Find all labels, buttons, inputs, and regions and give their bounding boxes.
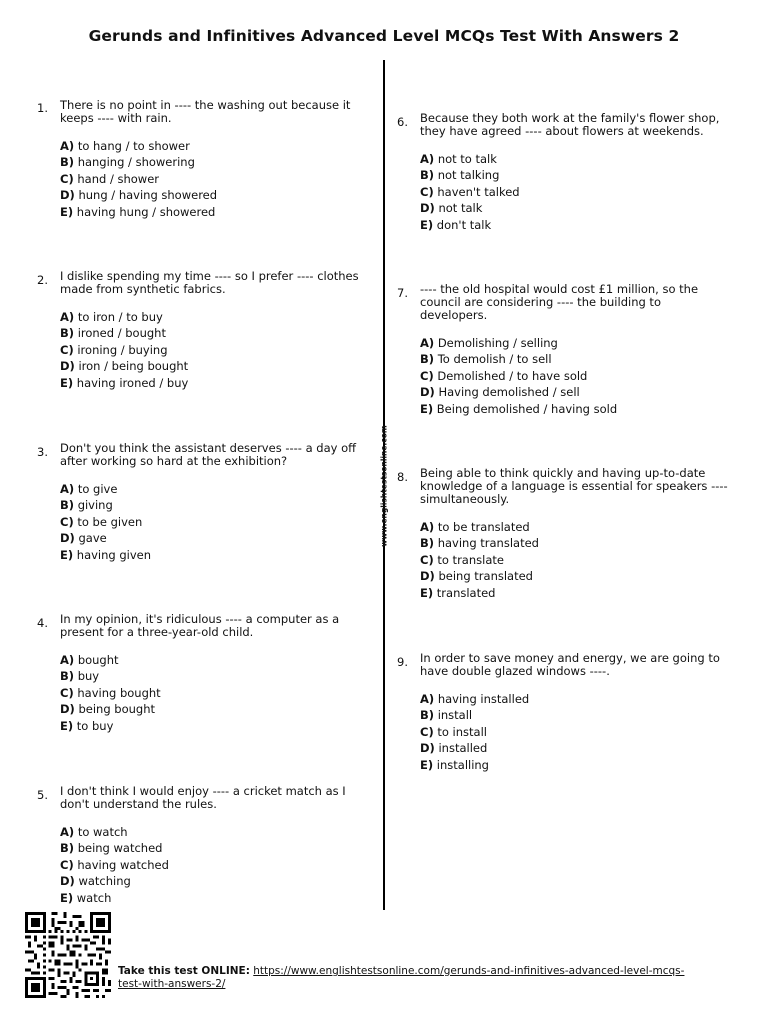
option-b[interactable]: B) ironed / bought — [60, 326, 166, 341]
question-stem: I don't think I would enjoy ---- a cricket match as I don't understand the rules. — [60, 784, 346, 811]
option-d[interactable]: D) Having demolished / sell — [420, 385, 580, 400]
option-d[interactable]: D) watching — [60, 874, 131, 889]
option-e[interactable]: E) having given — [60, 547, 152, 562]
question-number: 7. — [397, 286, 408, 300]
side-watermark-text: www.englishtestsonline.com — [379, 425, 389, 547]
question-number: 6. — [397, 115, 408, 129]
option-b[interactable]: B) hanging / showering — [60, 155, 195, 170]
qr-code-icon[interactable] — [24, 912, 112, 998]
footer-label: Take this test ONLINE: — [118, 965, 250, 977]
footer — [118, 965, 708, 990]
option-d[interactable]: D) gave — [60, 531, 107, 546]
option-e[interactable]: E) installing — [420, 757, 489, 772]
option-a[interactable]: A) to hang / to shower — [60, 139, 190, 153]
question-5 — [37, 784, 365, 906]
question-number: 8. — [397, 470, 408, 484]
option-b[interactable]: B) having translated — [420, 536, 539, 551]
option-c[interactable]: C) ironing / buying — [60, 342, 168, 357]
option-b[interactable]: B) giving — [60, 498, 113, 513]
option-e[interactable]: E) watch — [60, 890, 112, 905]
question-2 — [37, 269, 370, 391]
option-d[interactable]: D) being translated — [420, 569, 533, 584]
question-stem: ---- the old hospital would cost £1 million, so the council are considering ---- the building to developers. — [420, 282, 699, 322]
option-c[interactable]: C) Demolished / to have sold — [420, 368, 588, 383]
option-c[interactable]: C) hand / shower — [60, 171, 159, 186]
option-d[interactable]: D) not talk — [420, 201, 483, 216]
question-stem: I dislike spending my time ---- so I prefer ---- clothes made from synthetic fabrics. — [60, 269, 359, 296]
option-b[interactable]: B) To demolish / to sell — [420, 352, 552, 367]
question-6 — [397, 111, 730, 233]
question-number: 5. — [37, 788, 48, 802]
option-e[interactable]: E) Being demolished / having sold — [420, 401, 618, 416]
option-d[interactable]: D) being bought — [60, 702, 156, 717]
option-a[interactable]: A) to be translated — [420, 520, 530, 534]
question-stem: In my opinion, it's ridiculous ---- a computer as a present for a three-year-old child. — [60, 612, 340, 639]
question-stem: In order to save money and energy, we are going to have double glazed windows ----. — [420, 651, 720, 678]
option-a[interactable]: A) to give — [60, 482, 118, 496]
option-d[interactable]: D) iron / being bought — [60, 359, 189, 374]
option-e[interactable]: E) having hung / showered — [60, 204, 216, 219]
question-8 — [397, 466, 740, 601]
question-stem: There is no point in ---- the washing out because it keeps ---- with rain. — [60, 98, 351, 125]
option-d[interactable]: D) installed — [420, 741, 488, 756]
option-a[interactable]: A) not to talk — [420, 152, 497, 166]
option-e[interactable]: E) don't talk — [420, 217, 492, 232]
question-4 — [37, 612, 360, 734]
option-a[interactable]: A) bought — [60, 653, 119, 667]
option-e[interactable]: E) having ironed / buy — [60, 375, 189, 390]
option-b[interactable]: B) not talking — [420, 168, 500, 183]
option-c[interactable]: C) to be given — [60, 514, 143, 529]
option-a[interactable]: A) to iron / to buy — [60, 310, 163, 324]
question-number: 9. — [397, 655, 408, 669]
question-stem: Because they both work at the family's flower shop, they have agreed ---- about flowers at weekends. — [420, 111, 720, 138]
question-3 — [37, 441, 365, 563]
question-stem: Don't you think the assistant deserves ---- a day off after working so hard at the exhibition? — [60, 441, 357, 468]
question-number: 2. — [37, 273, 48, 287]
option-c[interactable]: C) to translate — [420, 552, 504, 567]
page-title: Gerunds and Infinitives Advanced Level MCQs Test With Answers 2 — [88, 27, 680, 45]
option-c[interactable]: C) haven't talked — [420, 184, 520, 199]
option-b[interactable]: B) install — [420, 708, 473, 723]
question-1 — [37, 98, 365, 220]
option-d[interactable]: D) hung / having showered — [60, 188, 218, 203]
option-a[interactable]: A) Demolishing / selling — [420, 336, 558, 350]
question-number: 4. — [37, 616, 48, 630]
online-test-link[interactable]: https://www.englishtestsonline.com/gerunds-and-infinitives-advanced-level-mcqs-test-with-answers-2/ — [118, 965, 685, 990]
option-a[interactable]: A) having installed — [420, 692, 530, 706]
question-number: 3. — [37, 445, 48, 459]
option-c[interactable]: C) having watched — [60, 857, 169, 872]
question-number: 1. — [37, 101, 48, 115]
question-stem: Being able to think quickly and having up-to-date knowledge of a language is essential for speakers ---- simultaneously. — [420, 466, 728, 506]
question-7 — [397, 282, 720, 417]
option-b[interactable]: B) being watched — [60, 841, 163, 856]
option-e[interactable]: E) translated — [420, 585, 496, 600]
question-9 — [397, 651, 735, 773]
option-a[interactable]: A) to watch — [60, 825, 128, 839]
option-b[interactable]: B) buy — [60, 669, 100, 684]
option-c[interactable]: C) having bought — [60, 685, 161, 700]
option-c[interactable]: C) to install — [420, 724, 487, 739]
option-e[interactable]: E) to buy — [60, 718, 114, 733]
